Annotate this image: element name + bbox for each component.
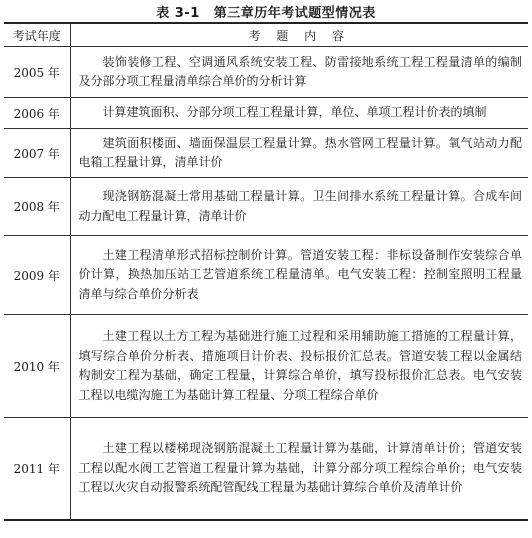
row-content: 建筑面积楼面、墙面保温层工程量计算。热水管网工程量计算。氧气站动力配电箱工程量计算，清单计价: [70, 129, 528, 178]
row-year: 2005 年: [4, 47, 70, 98]
row-year: 2006 年: [4, 98, 70, 129]
table-row: [4, 315, 528, 418]
row-content: 现浇钢筋混凝土常用基础工程量计算。卫生间排水系统工程量计算。合成车间动力配电工程量计算，清单计价: [70, 178, 528, 236]
row-year: 2011 年: [4, 418, 70, 521]
row-year: 2010 年: [4, 315, 70, 418]
table-number: 表 3-1: [156, 6, 200, 21]
row-content: 装饰装修工程、空调通风系统安装工程、防雷接地系统工程工程量清单的编制及分部分项工程量清单综合单价的分析计算: [70, 47, 528, 98]
table-header-row: [4, 23, 528, 47]
header-year: 考试年度: [4, 23, 70, 47]
table-row: [4, 236, 528, 315]
header-content: [70, 23, 528, 47]
row-content: 土建工程以楼梯现浇钢筋混凝土工程量计算为基础，计算清单计价；管道安装工程以配水阀工艺管道工程量计算为基础，计算分部分项工程综合单价；电气安装工程以火灾自动报警系统配管配线工程量为基础计算综合单价及清单计价: [70, 418, 528, 521]
table-caption: [0, 2, 532, 21]
table-row: [4, 418, 528, 521]
header-content-label: 考 题 内 容: [248, 28, 350, 43]
exam-history-table: [4, 22, 528, 521]
row-content: 计算建筑面积、分部分项工程工程量计算，单位、单项工程计价表的填制: [70, 98, 528, 129]
row-content: 土建工程以土方工程为基础进行施工过程和采用辅助施工措施的工程量计算，填写综合单价分析表、措施项目计价表、投标报价汇总表。管道安装工程以金属结构制安工程为基础，确定工程量，计算综合单价，填写投标报价汇总表。电气安装工程以电缆沟施工为基础计算工程量、分项工程综合单价: [70, 315, 528, 418]
row-content: 土建工程清单形式招标控制价计算。管道安装工程：非标设备制作安装综合单价计算，换热加压站工艺管道系统工程量清单。电气安装工程：控制室照明工程量清单与综合单价分析表: [70, 236, 528, 315]
row-year: 2008 年: [4, 178, 70, 236]
table-row: [4, 98, 528, 129]
table-title: 第三章历年考试题型情况表: [213, 6, 376, 21]
table-row: [4, 47, 528, 98]
table-row: [4, 129, 528, 178]
row-year: 2009 年: [4, 236, 70, 315]
row-year: 2007 年: [4, 129, 70, 178]
table-row: [4, 178, 528, 236]
